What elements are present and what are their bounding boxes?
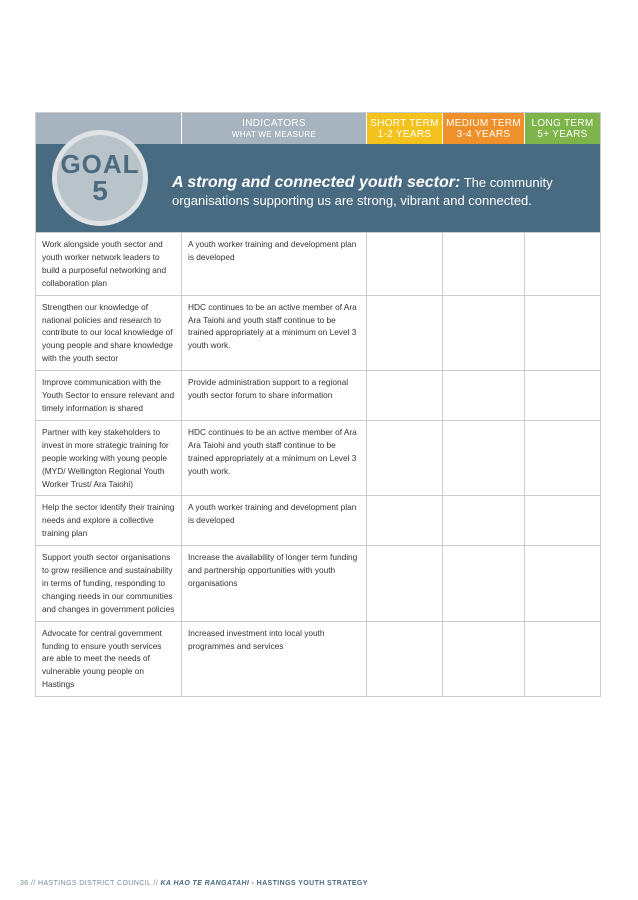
footer-separator: // [28,880,38,887]
indicator-cell: Increased investment into local youth programmes and services [182,622,367,697]
medium-term-cell [443,496,525,545]
table-row [36,295,600,371]
action-cell: Work alongside youth sector and youth worker network leaders to build a purposeful networking and collaboration plan [36,233,182,295]
action-cell: Support youth sector organisations to grow resilience and sustainability in terms of funding, responding to changing needs in our communities and changes in government policies [36,546,182,621]
indicator-cell: A youth worker training and development plan is developed [182,233,367,295]
table-row [36,420,600,496]
indicator-cell: Provide administration support to a regional youth sector forum to share information [182,371,367,420]
table-row [36,232,600,295]
header-indicators [182,113,367,144]
header-short-term [367,113,443,144]
medium-term-cell [443,233,525,295]
short-term-subtitle: 1-2 YEARS [377,128,432,140]
long-term-cell [525,421,600,496]
indicator-cell: HDC continues to be an active member of Ara Ara Taiohi and youth staff continue to be trained appropriately at a minimum on Level 3 youth work. [182,296,367,371]
footer-document-subtitle: - HASTINGS YOUTH STRATEGY [249,880,368,887]
indicators-subtitle: WHAT WE MEASURE [231,129,317,139]
footer-document-title: KA HAO TE RANGATAHI [160,880,250,887]
indicator-cell: HDC continues to be an active member of Ara Ara Taiohi and youth staff continue to be trained appropriately at a minimum on Level 3 youth work. [182,421,367,496]
medium-term-cell [443,546,525,621]
medium-term-title: MEDIUM TERM [446,117,521,129]
long-term-cell [525,233,600,295]
goal-badge [52,130,148,226]
medium-term-cell [443,421,525,496]
indicator-cell: Increase the availability of longer term funding and partnership opportunities with youth organisations [182,546,367,621]
short-term-title: SHORT TERM [370,117,439,129]
table-row [36,495,600,545]
goal-description: The community organisations supporting us are strong, vibrant and connected. [172,175,553,208]
strategy-table [35,112,601,697]
medium-term-cell [443,296,525,371]
goal-banner [36,144,600,232]
header-long-term [525,113,600,144]
short-term-cell [367,496,443,545]
short-term-cell [367,371,443,420]
table-row [36,545,600,621]
action-cell: Partner with key stakeholders to invest in more strategic training for people working with young people (MYD/ Wellington Regional Youth Worker Trust/ Ara Taiohi) [36,421,182,496]
long-term-subtitle: 5+ YEARS [537,128,588,140]
indicators-title: INDICATORS [242,117,306,129]
action-cell: Strengthen our knowledge of national policies and research to contribute to our local knowledge of young people and share knowledge with the youth sector [36,296,182,371]
indicator-cell: A youth worker training and development plan is developed [182,496,367,545]
table-row [36,370,600,420]
long-term-cell [525,371,600,420]
long-term-cell [525,296,600,371]
goal-title: A strong and connected youth sector: [172,174,461,191]
footer-separator: // [151,880,161,887]
short-term-cell [367,622,443,697]
short-term-cell [367,421,443,496]
medium-term-cell [443,622,525,697]
action-cell: Advocate for central government funding to ensure youth services are able to meet the needs of vulnerable young people on Hastings [36,622,182,697]
long-term-cell [525,546,600,621]
footer-council: HASTINGS DISTRICT COUNCIL [37,880,152,887]
long-term-cell [525,622,600,697]
long-term-title: LONG TERM [531,117,594,129]
short-term-cell [367,233,443,295]
action-cell: Improve communication with the Youth Sector to ensure relevant and timely information is shared [36,371,182,420]
goal-word: GOAL [60,149,140,179]
action-cell: Help the sector identify their training needs and explore a collective training plan [36,496,182,545]
table-row [36,621,600,697]
goal-statement [172,174,592,210]
goal-number: 5 [92,175,108,206]
medium-term-subtitle: 3-4 YEARS [456,128,511,140]
short-term-cell [367,296,443,371]
medium-term-cell [443,371,525,420]
short-term-cell [367,546,443,621]
page-number: 36 [20,880,29,887]
header-medium-term [443,113,525,144]
page-footer [20,880,368,887]
long-term-cell [525,496,600,545]
